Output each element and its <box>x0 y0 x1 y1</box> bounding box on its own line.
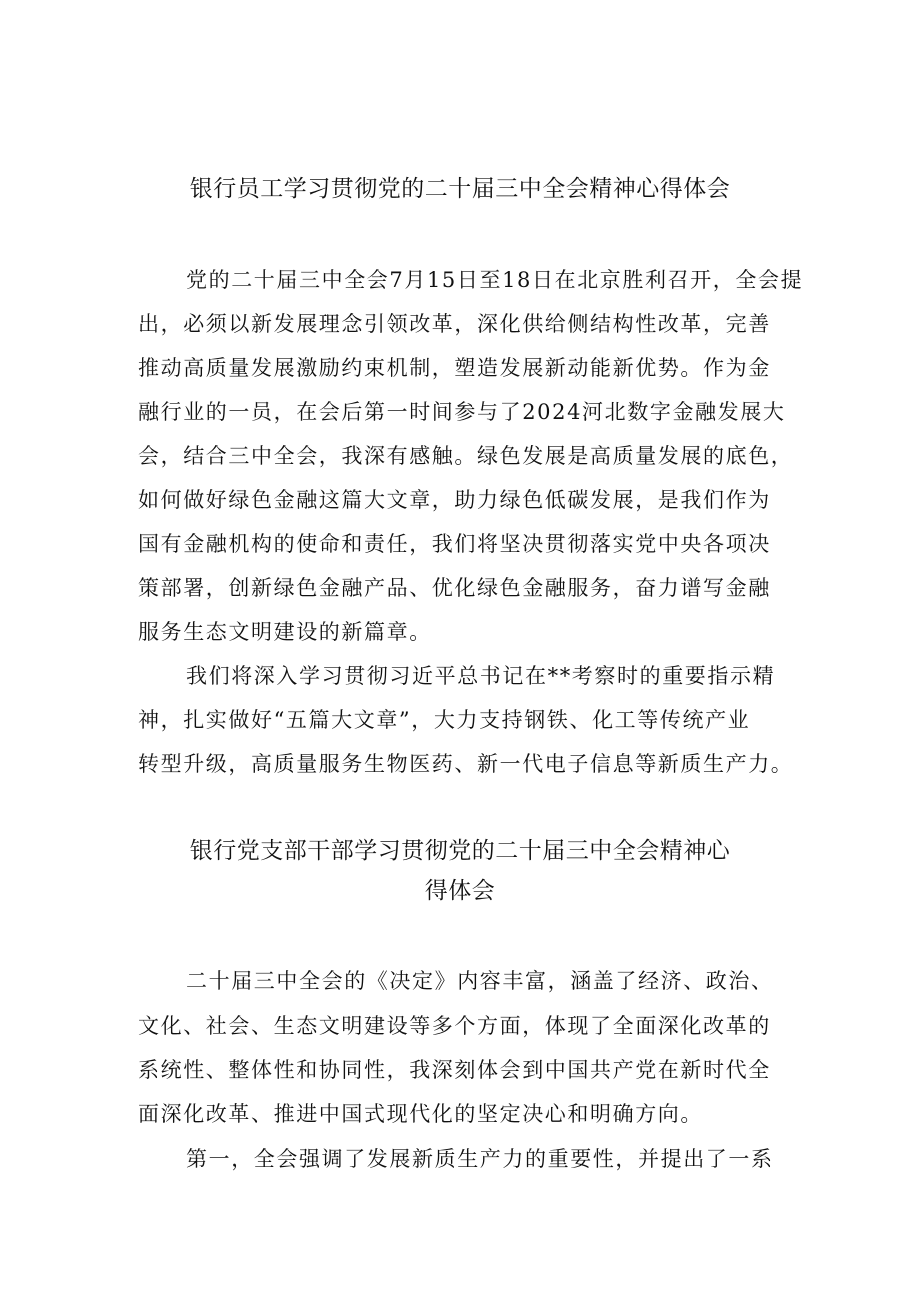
paragraph-line: 第一，全会强调了发展新质生产力的重要性，并提出了一系 <box>186 1147 774 1171</box>
paragraph-line: 推动高质量发展激励约束机制，塑造发展新动能新优势。作为金 <box>138 356 771 380</box>
paragraph-line: 我们将深入学习贯彻习近平总书记在**考察时的重要指示精 <box>186 664 776 688</box>
paragraph-line: 面深化改革、推进中国式现代化的坚定决心和明确方向。 <box>138 1102 703 1126</box>
paragraph-line: 文化、社会、生态文明建设等多个方面，体现了全面深化改革的 <box>138 1014 771 1038</box>
paragraph-line: 出，必须以新发展理念引领改革，深化供给侧结构性改革，完善 <box>138 312 771 336</box>
paragraph-line: 服务生态文明建设的新篇章。 <box>138 620 432 644</box>
document-title-1: 银行员工学习贯彻党的二十届三中全会精神心得体会 <box>189 176 731 202</box>
paragraph-line: 党的二十届三中全会7月15日至18日在北京胜利召开，全会提 <box>186 268 804 292</box>
document-title-2-line2: 得体会 <box>424 878 496 904</box>
paragraph-line: 融行业的一员，在会后第一时间参与了2024河北数字金融发展大 <box>138 400 786 424</box>
paragraph-line: 国有金融机构的使命和责任，我们将坚决贯彻落实党中央各项决 <box>138 532 771 556</box>
paragraph-line: 会，结合三中全会，我深有感触。绿色发展是高质量发展的底色， <box>138 444 794 468</box>
paragraph-line: 二十届三中全会的《决定》内容丰富，涵盖了经济、政治、 <box>186 969 774 993</box>
document-title-2-line1: 银行党支部干部学习贯彻党的二十届三中全会精神心 <box>189 838 731 864</box>
paragraph-line: 转型升级，高质量服务生物医药、新一代电子信息等新质生产力。 <box>138 752 794 776</box>
document-title-2 <box>0 831 920 911</box>
paragraph-line: 策部署，创新绿色金融产品、优化绿色金融服务，奋力谱写金融 <box>138 576 771 600</box>
paragraph-line: 系统性、整体性和协同性，我深刻体会到中国共产党在新时代全 <box>138 1058 771 1082</box>
paragraph-line: 神，扎实做好“五篇大文章”，大力支持钢铁、化工等传统产业 <box>138 708 751 732</box>
paragraph-line: 如何做好绿色金融这篇大文章，助力绿色低碳发展，是我们作为 <box>138 488 771 512</box>
